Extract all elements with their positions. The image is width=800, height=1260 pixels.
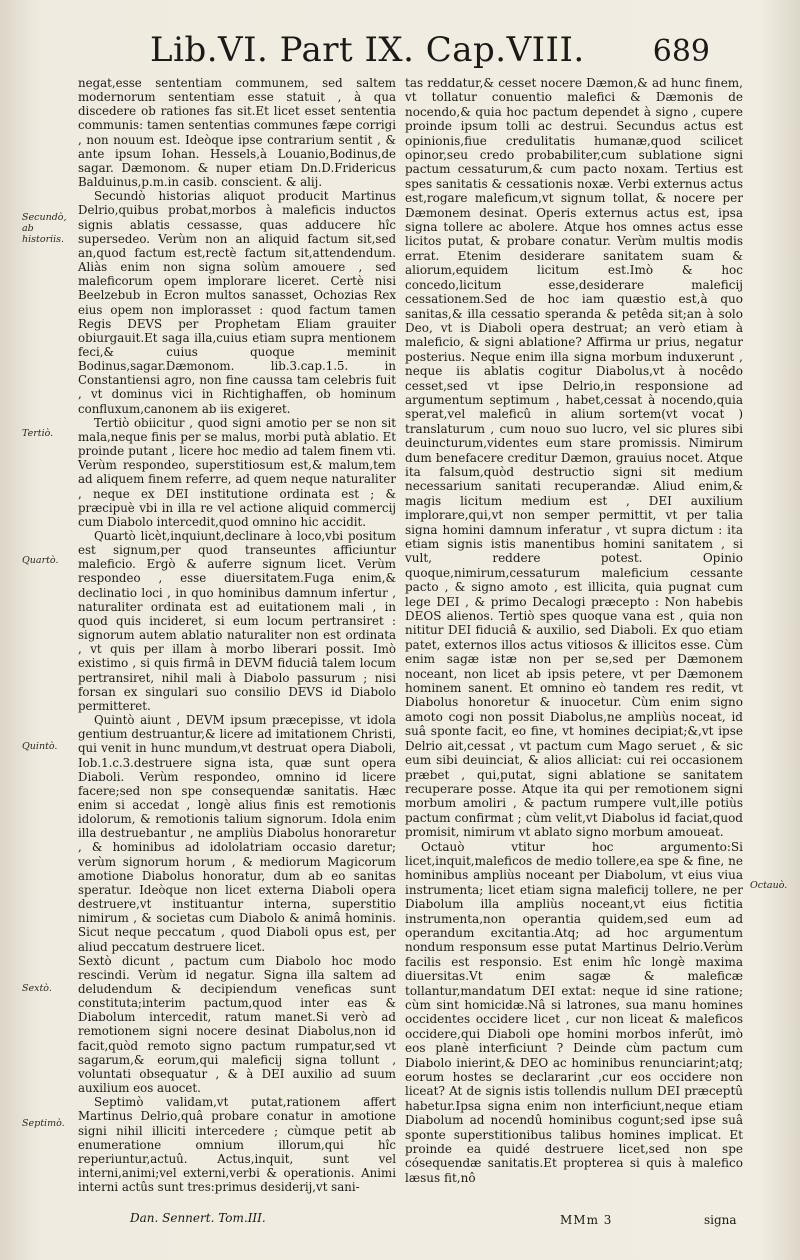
left-text-column <box>78 76 396 1194</box>
right-text-column <box>405 76 743 1185</box>
paragraph: Octauò vtitur hoc argumento:Si licet,inquit,maleficos de medio tollere,ea spe & fine, ne hominibus ampliùs noceant per Diabolum, vt eius viua instrumenta; licet etiam signa maleficij tollere, ne per Diabolum illa ampliùs noceant,vt eius fictitia instrumenta,non operantia quidem,sed eum ad operandum excitantia.Atq; ad hoc argumentum nondum responsum esse putat Martinus Delrio.Verùm facilis est responsio. Est enim hîc longè maxima diuersitas.Vt enim sagæ & maleficæ tollantur,mandatum DEI extat: neque id sine ratione; cùm sint homicidæ.Nâ si latrones, sua manu homines occidentes occidere licet , cur non liceat & maleficos occidere,qui Diaboli ope homini morbos inferût, imò eos planè interficiunt ? Deinde cùm pactum cum Diabolo inierint,& DEO ac hominibus renunciarint;atq; eorum hostes se declararint ,cur eos occidere non liceat? At de signis istis tollendis nullum DEI præceptû habetur.Ipsa signa enim non interficiunt,neque etiam Diabolum ad nocendû hominibus cogunt;sed ipse suâ sponte superstitionibus talibus homines implicat. Et proinde ea quidé destruere licet,sed non spe cósequendæ sanitatis.Et propterea si quis à malefico læsus fit,nô <box>405 839 743 1185</box>
page-number: 689 <box>652 34 710 69</box>
paragraph: negat,esse sententiam communem, sed saltem modernorum sententiam esse statuit , à qua discedere ob rationes fas sit.Et licet esset sententia communis: tamen sententias communes fæpe corrigi , non nouum est. Ideòque ipse contrarium sentit , & ante ipsum Iohan. Hessels,à Louanio,Bodinus,de sagar. Dæmonom. & nuper etiam Dn.D.Fridericus Balduinus,p.m.in casib. conscient. & alij. <box>78 76 396 190</box>
running-header <box>150 30 710 78</box>
margin-note-sexto: Sextò. <box>22 983 52 994</box>
paragraph: Quartò licèt,inquiunt,declinare à loco,vbi positum est signum,per quod transeuntes afficiuntur maleficio. Ergò & auferre signum licet. Verùm respondeo , esse diuersitatem.Fuga enim,& declinatio loci , in quo hominibus damnum infertur , naturaliter ordinata est ad euitationem mali , in quod quis incideret, si eum locum pertransiret : signorum autem ablatio naturaliter non est ordinata , vt quis per illam à morbo liberari possit. Imò existimo , si quis firmâ in DEVM fiduciâ talem locum pertransiret, nihil mali à Diabolo passurum ; nisi forsan ex singulari suo consilio DEVS id Diabolo permitteret. <box>78 529 396 713</box>
catchword: signa <box>704 1213 737 1227</box>
paragraph: Secundò historias aliquot producit Martinus Delrio,quibus probat,morbos à maleficis inductos signis ablatis cessasse, quas adducere hîc supersedeo. Verùm non an aliquid factum sit,sed an,quod factum est,rectè factum sit,attendendum. Aliàs enim non signa solùm amouere , sed maleficorum opem implorare liceret. Certè nisi Beelzebub in Ecron multos sanasset, Ochozias Rex eius opem non implorasset : quod factum tamen Regis DEVS per Prophetam Eliam grauiter obiurgauit.Et saga illa,cuius etiam supra mentionem feci,& cuius quoque meminit Bodinus,sagar.Dæmonom. lib.3.cap.1.5. in Constantiensi agro, non fine caussa tam celebris fuit , vt dominus vici in Richtighaffen, ob hominum confluxum,canonem ab iis exigeret. <box>78 189 396 416</box>
margin-note-quarto: Quartò. <box>22 555 59 566</box>
footer-author: Dan. Sennert. Tom.III. <box>130 1211 266 1225</box>
paragraph: Tertiò obiicitur , quod signi amotio per se non sit mala,neque finis per se malus, morbi putà ablatio. Et proinde putant , licere hoc medio ad talem finem vti. Verùm respondeo, superstitiosum est,& malum,tem ad aliquem finem referre, ad quem neque naturaliter , neque ex DEI institutione ordinata est ; & præcipuè vbi in illa re vel actione aliquid commercij cum Diabolo intercedit,quod omnino hic accidit. <box>78 415 396 529</box>
margin-note-quinto: Quintò. <box>22 741 58 752</box>
margin-note-octavo: Octauò. <box>750 880 788 891</box>
paragraph: Quintò aiunt , DEVM ipsum præcepisse, vt idola gentium destruantur,& licere ad imitationem Christi, qui venit in hunc mundum,vt destruat opera Diaboli, Iob.1.c.3.destruere signa ista, quæ sunt opera Diaboli. Verùm respondeo, omnino id licere facere;sed non spe consequendæ sanitatis. Hæc enim si accedat , longè alius finis est remotionis idolorum, & remotionis talium signorum. Idola enim illa destruebantur , ne ampliùs Diabolus honoraretur , & hominibus ad idololatriam occasio daretur; verùm signorum horum , & mediorum Magicorum amotione Diabolus honoratur, dum ab eo sanitas speratur. Ideòque non licet externa Diaboli opera destruere,vt instituantur interna, superstitio nimirum , & societas cum Diabolo & animâ hominis. Sicut neque peccatum , quod Diaboli opus est, per aliud peccatum destruere licet. <box>78 713 396 954</box>
margin-note-tertio: Tertiò. <box>22 428 54 439</box>
signature-mark: MMm 3 <box>560 1213 613 1227</box>
running-title: Lib.VI. Part IX. Cap.VIII. <box>150 30 585 70</box>
paragraph: Septimò validam,vt putat,rationem affert Martinus Delrio,quâ probare conatur in amotione signi nihil illiciti intercedere ; cùmque petit ab enumeratione omnium illorum,qui hîc reperiuntur,actuû. Actus,inquit, sunt vel interni,animi;vel externi,verbi & operationis. Animi interni actûs sunt tres:primus desiderij,vt sani- <box>78 1095 396 1195</box>
margin-note-secundo: Secundò, ab historiis. <box>22 212 67 245</box>
paragraph: Sextò dicunt , pactum cum Diabolo hoc modo rescindi. Verùm id negatur. Signa illa saltem ad deludendum & decipiendum veneficas sunt constituta;interim pactum,quod inter eas & Diabolum intercedit, ratum manet.Si verò ad remotionem signi nocere desinat Diabolus,non id facit,quòd remoto signo pactum rumpatur,sed vt sagarum,& eorum,qui maleficij signa tollunt , voluntati obsequatur , & à DEI auxilio ad suum auxilium eos auocet. <box>78 953 396 1096</box>
margin-note-septimo: Septimò. <box>22 1118 65 1129</box>
paragraph: tas reddatur,& cesset nocere Dæmon,& ad hunc finem, vt tollatur conuentio malefici & Dæmonis de nocendo,& quia hoc pactum dependet à signo , cupere proinde ipsum tolli ac destrui. Secundus actus est opinionis,fiue credulitatis humanæ,quod scilicet opinor,seu credo probabiliter,cum sublatione signi pactum cessaturum,& cum pacto noxam. Tertius est spes sanitatis & cessationis noxæ. Verbi externus actus est,rogare maleficum,vt signum tollat, & nocere per Dæmonem desinat. Operis externus actus est, ipsa signa tollere ac abolere. Atque hos omnes actus esse licitos putat, & probare conatur. Verùm multis modis errat. Etenim desiderare sanitatem suam & aliorum,equidem licitum est.Imò & hoc concedo,licitum esse,desiderare maleficij cessationem.Sed de hoc iam quæstio est,à quo sanitas,& illa cessatio speranda & petêda sit;an à solo Deo, vt is Diaboli opera destruat; an verò etiam à maleficio, & signi ablatione? Affirma ur prius, negatur posterius. Neque enim illa signa morbum induxerunt , neque iis ablatis cogitur Diabolus,vt à nocêdo cesset,sed vt ipse Delrio,in responsione ad argumentum septimum , habet,cessat à nocendo,quia sperat,vel maleficû in alium sortem(vt vocat ) translaturum , cum nouo suo lucro, vel sic plures sibi deuincturum,videntes eum stare promissis. Nimirum dum benefacere creditur Dæmon, grauius nocet. Atque ita falsum,quòd destructio signi sit medium necessarium sanitati recuperandæ. Aliud enim,& magis licitum medium est , DEI auxilium implorare,qui,vt non semper permittit, vt per talia signa homini damnum inferatur , vt supra dictum : ita etiam signis istis manentibus homini sanitatem , si vult, reddere potest. Opinio quoque,nimirum,cessaturum maleficium cessante pacto , & signo amoto , est illicita, quia pugnat cum lege DEI , & primo Decalogi præcepto : Non habebis DEOS alienos. Tertiò spes quoque vana est , quia non nititur DEI fiduciâ & auxilio, sed Diaboli. Ex quo etiam patet, externos illos actus vitiosos & illicitos esse. Cùm enim sagæ istæ non per se,sed per Dæmonem noceant, non licet ab ipsis petere, vt per Dæmonem hominem sanent. Et omnino eò tandem res redit, vt Diabolus honoretur & inuocetur. Cùm enim signo amoto cogi non possit Diabolus,ne ampliùs noceat, id suâ sponte facit, eo fine, vt homines decipiat;&,vt ipse Delrio ait,cessat , vt pactum cum Mago seruet , & sic eum sibi deuinciat, & alios alliciat: cui rei occasionem præbet , qui,putat, signi ablatione se sanitatem recuperare posse. Atque ita qui per remotionem signi morbum amoliri , & pactum rumpere vult,ille potiùs pactum confirmat ; cùm velit,vt Diabolus id faciat,quod promisit, nimirum vt ablato signo morbum amoueat. <box>405 76 743 840</box>
